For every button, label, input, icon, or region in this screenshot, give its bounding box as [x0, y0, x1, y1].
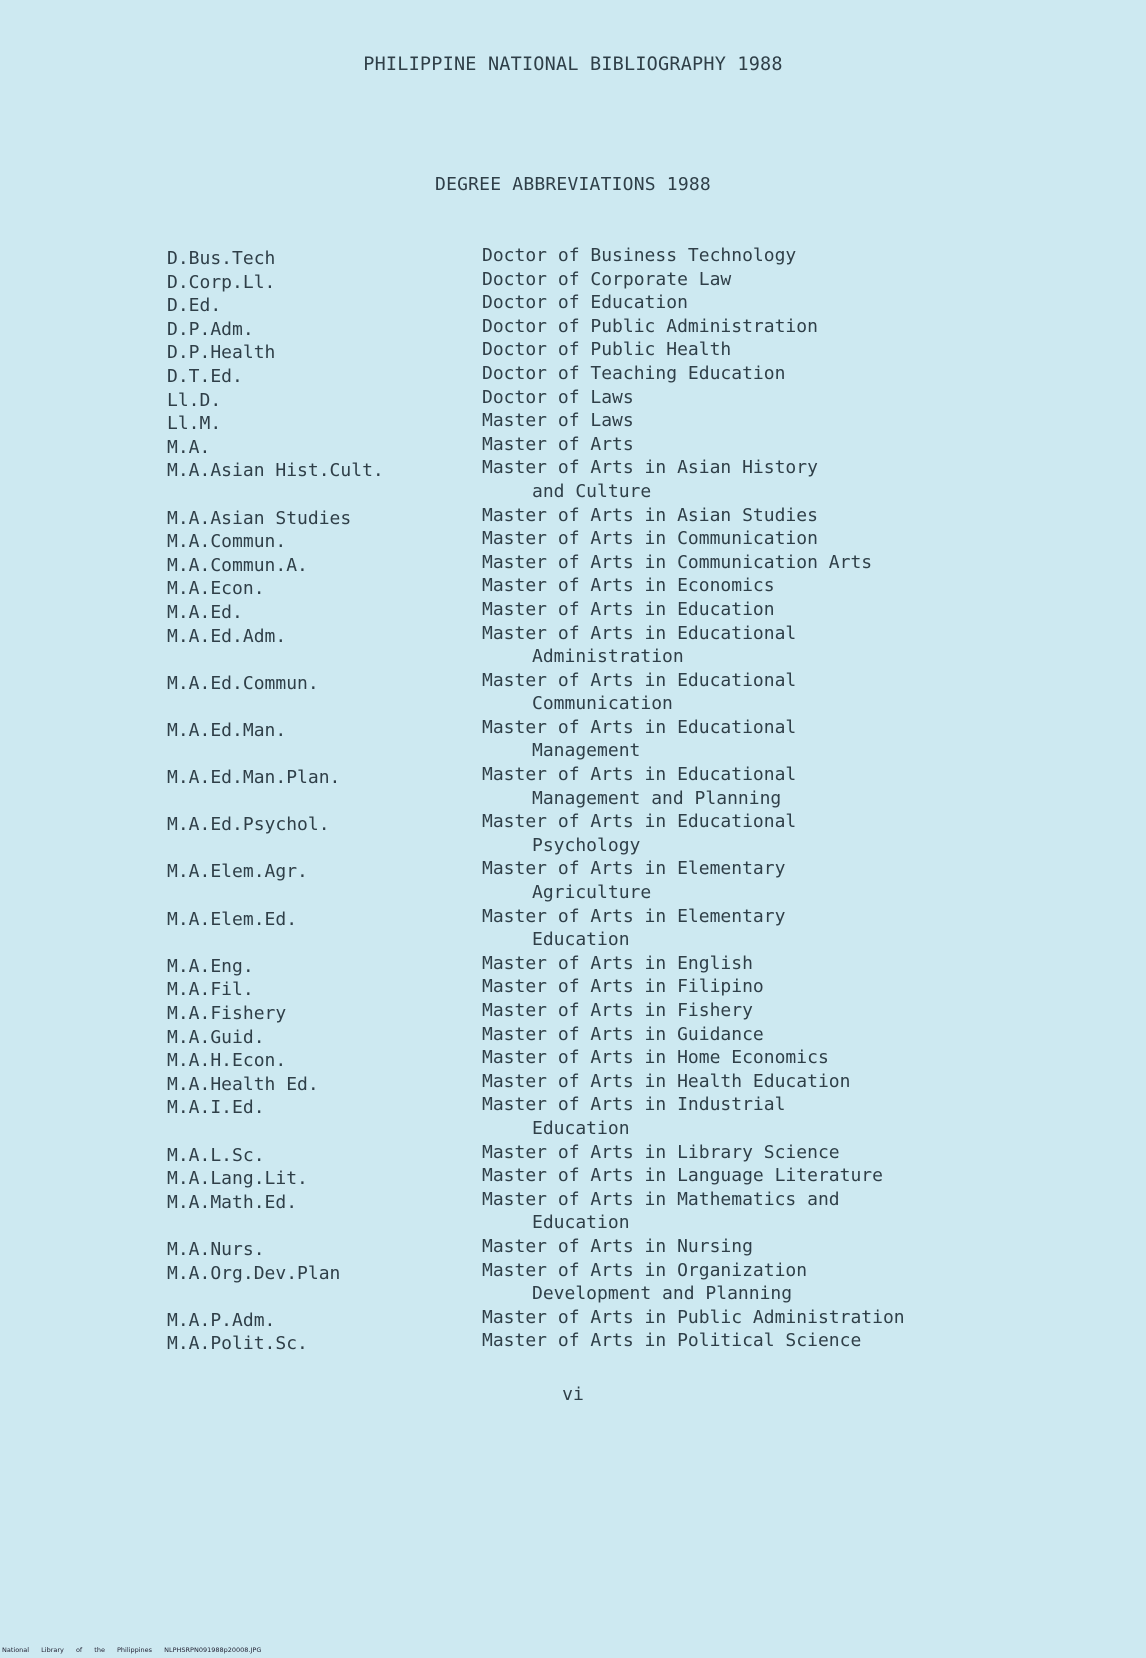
list-item [0, 362, 1146, 386]
degree-name-line: Master of Arts in Asian Studies [482, 504, 818, 526]
list-item [0, 905, 1146, 952]
list-item [0, 338, 1146, 362]
degree-abbreviation: M.A.Econ. [167, 578, 265, 600]
degree-abbreviation: D.Bus.Tech [167, 248, 276, 269]
degree-name [482, 456, 1146, 503]
degree-name-line: Master of Arts in Asian History [482, 457, 818, 479]
degree-name-line: Master of Arts in Health Education [482, 1070, 851, 1092]
running-head: PHILIPPINE NATIONAL BIBLIOGRAPHY 1988 [363, 54, 783, 75]
degree-abbreviation: M.A.Commun. [167, 531, 287, 553]
degree-name [482, 763, 1146, 810]
list-item [0, 1329, 1146, 1353]
list-item [0, 1046, 1146, 1070]
degree-name [482, 952, 1146, 976]
list-item [0, 1164, 1146, 1188]
degree-abbreviation: M.A.Asian Hist.Cult. [167, 460, 384, 482]
degree-name-line: Master of Arts in Political Science [482, 1330, 862, 1352]
degree-abbreviation: M.A.P.Adm. [167, 1309, 276, 1331]
degree-name-line: Master of Arts in Elementary [482, 905, 786, 927]
degree-name-line: Master of Arts in Educational [482, 669, 797, 691]
list-item [0, 433, 1146, 457]
degree-abbreviation: M.A.Guid. [167, 1026, 265, 1048]
list-item [0, 669, 1146, 716]
list-item [0, 716, 1146, 763]
degree-name-continuation: Education [532, 1212, 630, 1234]
degree-name [482, 905, 1146, 952]
degree-name [482, 551, 1146, 575]
degree-name [482, 504, 1146, 528]
degree-name-line: Master of Arts [482, 433, 634, 455]
degree-name-continuation: Education [532, 929, 630, 951]
degree-name-line: Master of Arts in Education [482, 598, 775, 620]
degree-name-line: Doctor of Teaching Education [482, 362, 786, 384]
degree-name [482, 362, 1146, 386]
degree-name-line: Doctor of Business Technology [482, 245, 797, 266]
degree-name [482, 433, 1146, 457]
degree-abbreviation: M.A.Ed.Commun. [167, 672, 319, 694]
degree-abbreviation: M.A.Nurs. [167, 1238, 265, 1260]
degree-name [482, 315, 1146, 339]
degree-abbreviation: M.A.I.Ed. [167, 1097, 265, 1119]
degree-name-line: Master of Arts in Organization [482, 1259, 808, 1281]
list-item [0, 1306, 1146, 1330]
list-item [0, 504, 1146, 528]
degree-name-continuation: Development and Planning [532, 1283, 793, 1305]
degree-name [482, 999, 1146, 1023]
list-item [0, 268, 1146, 292]
list-item [0, 1235, 1146, 1259]
list-item [0, 598, 1146, 622]
degree-abbreviation: D.P.Health [167, 342, 276, 364]
degree-name [482, 1046, 1146, 1070]
degree-abbreviation: M.A.Ed.Psychol. [167, 814, 330, 836]
degree-name-line: Master of Arts in Communication [482, 528, 818, 550]
degree-name-line: Doctor of Public Health [482, 339, 732, 361]
footer-credit [2, 1646, 261, 1654]
degree-name [482, 1306, 1146, 1330]
degree-name [482, 574, 1146, 598]
list-item [0, 763, 1146, 810]
degree-name-line: Doctor of Education [482, 292, 688, 314]
degree-abbreviation: M.A.Ed. [167, 601, 243, 623]
degree-name-line: Master of Arts in Educational [482, 764, 797, 786]
degree-name [482, 1329, 1146, 1353]
degree-abbreviation: M.A.Elem.Ed. [167, 908, 298, 930]
degree-name [482, 1164, 1146, 1188]
list-item [0, 1070, 1146, 1094]
degree-name [482, 716, 1146, 763]
degree-name-line: Master of Arts in Industrial [482, 1094, 786, 1116]
degree-abbreviation: M.A.Commun.A. [167, 554, 308, 576]
list-item [0, 527, 1146, 551]
list-item [0, 1093, 1146, 1140]
list-item [0, 244, 1146, 268]
degree-abbreviation: M.A.Ed.Adm. [167, 625, 287, 647]
degree-abbreviation: M.A.Ed.Man. [167, 719, 287, 741]
degree-name [482, 1235, 1146, 1259]
degree-name [482, 268, 1146, 292]
list-item [0, 574, 1146, 598]
section-title: DEGREE ABBREVIATIONS 1988 [435, 174, 711, 195]
degree-name-line: Master of Arts in Filipino [482, 976, 764, 998]
degree-name [482, 669, 1146, 716]
list-item [0, 409, 1146, 433]
page-number: vi [562, 1384, 584, 1405]
degree-name-line: Master of Laws [482, 410, 634, 432]
degree-abbreviation: M.A.Polit.Sc. [167, 1333, 308, 1355]
degree-name [482, 1188, 1146, 1235]
degree-name [482, 527, 1146, 551]
degree-name-line: Master of Arts in Communication Arts [482, 551, 873, 573]
degree-name [482, 409, 1146, 433]
list-item [0, 456, 1146, 503]
degree-name-line: Master of Arts in Mathematics and [482, 1188, 840, 1210]
list-item [0, 975, 1146, 999]
degree-name [482, 598, 1146, 622]
degree-abbreviation: M.A.Ed.Man.Plan. [167, 767, 341, 789]
degree-name-continuation: Agriculture [532, 882, 652, 904]
degree-name-line: Master of Arts in Educational [482, 622, 797, 644]
library-credit: National Library of the Philippines [2, 1646, 153, 1654]
degree-abbreviation: M.A. [167, 436, 211, 458]
list-item [0, 551, 1146, 575]
file-name: NLPHSRPN091988p20008.JPG [164, 1646, 262, 1654]
list-item [0, 622, 1146, 669]
degree-name [482, 338, 1146, 362]
degree-name [482, 244, 1146, 268]
degree-name-line: Master of Arts in Educational [482, 811, 797, 833]
list-item [0, 810, 1146, 857]
degree-name-line: Master of Arts in Educational [482, 716, 797, 738]
list-item [0, 1141, 1146, 1165]
degree-abbreviation: M.A.Elem.Agr. [167, 861, 308, 883]
list-item [0, 999, 1146, 1023]
degree-name-continuation: Communication [532, 693, 673, 715]
degree-name-continuation: Psychology [532, 834, 641, 856]
degree-name-continuation: and Culture [532, 480, 652, 502]
degree-name-line: Master of Arts in Fishery [482, 1000, 753, 1021]
degree-name-line: Doctor of Corporate Law [482, 268, 732, 290]
list-item [0, 1023, 1146, 1047]
degree-abbreviation: D.Ed. [167, 295, 222, 317]
list-item [0, 1188, 1146, 1235]
degree-name-line: Master of Arts in Public Administration [482, 1306, 905, 1328]
list-item [0, 857, 1146, 904]
list-item [0, 291, 1146, 315]
degree-name [482, 291, 1146, 315]
degree-name [482, 386, 1146, 410]
degree-abbreviation: M.A.Fil. [167, 979, 254, 1001]
degree-name-line: Master of Arts in Nursing [482, 1235, 753, 1257]
degree-abbreviation: M.A.Eng. [167, 955, 254, 977]
degree-name-continuation: Management [532, 740, 641, 762]
degree-name [482, 857, 1146, 904]
degree-name [482, 1141, 1146, 1165]
degree-name [482, 622, 1146, 669]
degree-name [482, 1259, 1146, 1306]
degree-name [482, 1093, 1146, 1140]
degree-name-line: Master of Arts in Guidance [482, 1023, 764, 1045]
degree-abbreviation: M.A.Math.Ed. [167, 1191, 298, 1213]
degree-name-continuation: Education [532, 1117, 630, 1139]
degree-abbreviation: Ll.M. [167, 413, 222, 435]
degree-name-line: Master of Arts in Economics [482, 575, 775, 597]
list-item [0, 386, 1146, 410]
degree-abbreviation: D.Corp.Ll. [167, 271, 276, 293]
degree-name-continuation: Administration [532, 646, 684, 668]
degree-name-line: Master of Arts in Elementary [482, 858, 786, 880]
degree-name [482, 1070, 1146, 1094]
degree-name [482, 1023, 1146, 1047]
degree-name-line: Master of Arts in Home Economics [482, 1047, 829, 1069]
degree-abbreviation: M.A.Health Ed. [167, 1073, 319, 1095]
degree-abbreviation: M.A.H.Econ. [167, 1050, 287, 1072]
degree-abbreviation: D.T.Ed. [167, 365, 243, 387]
list-item [0, 952, 1146, 976]
degree-abbreviation: M.A.Org.Dev.Plan [167, 1262, 341, 1284]
degree-abbreviation: M.A.Asian Studies [167, 507, 352, 529]
list-item [0, 1259, 1146, 1306]
degree-name-line: Doctor of Laws [482, 386, 634, 408]
degree-abbreviation: M.A.Fishery [167, 1003, 287, 1024]
degree-name-line: Master of Arts in Language Literature [482, 1165, 883, 1187]
degree-name-continuation: Management and Planning [532, 787, 782, 809]
degree-name [482, 975, 1146, 999]
list-item [0, 315, 1146, 339]
degree-abbreviation: Ll.D. [167, 389, 222, 411]
degree-name [482, 810, 1146, 857]
degree-abbreviation: M.A.Lang.Lit. [167, 1168, 308, 1190]
degree-name-line: Master of Arts in Library Science [482, 1141, 840, 1163]
degree-abbreviation: D.P.Adm. [167, 318, 254, 340]
degree-abbreviation: M.A.L.Sc. [167, 1144, 265, 1166]
abbreviation-list [0, 244, 1146, 1353]
degree-name-line: Doctor of Public Administration [482, 315, 818, 337]
degree-name-line: Master of Arts in English [482, 952, 753, 974]
